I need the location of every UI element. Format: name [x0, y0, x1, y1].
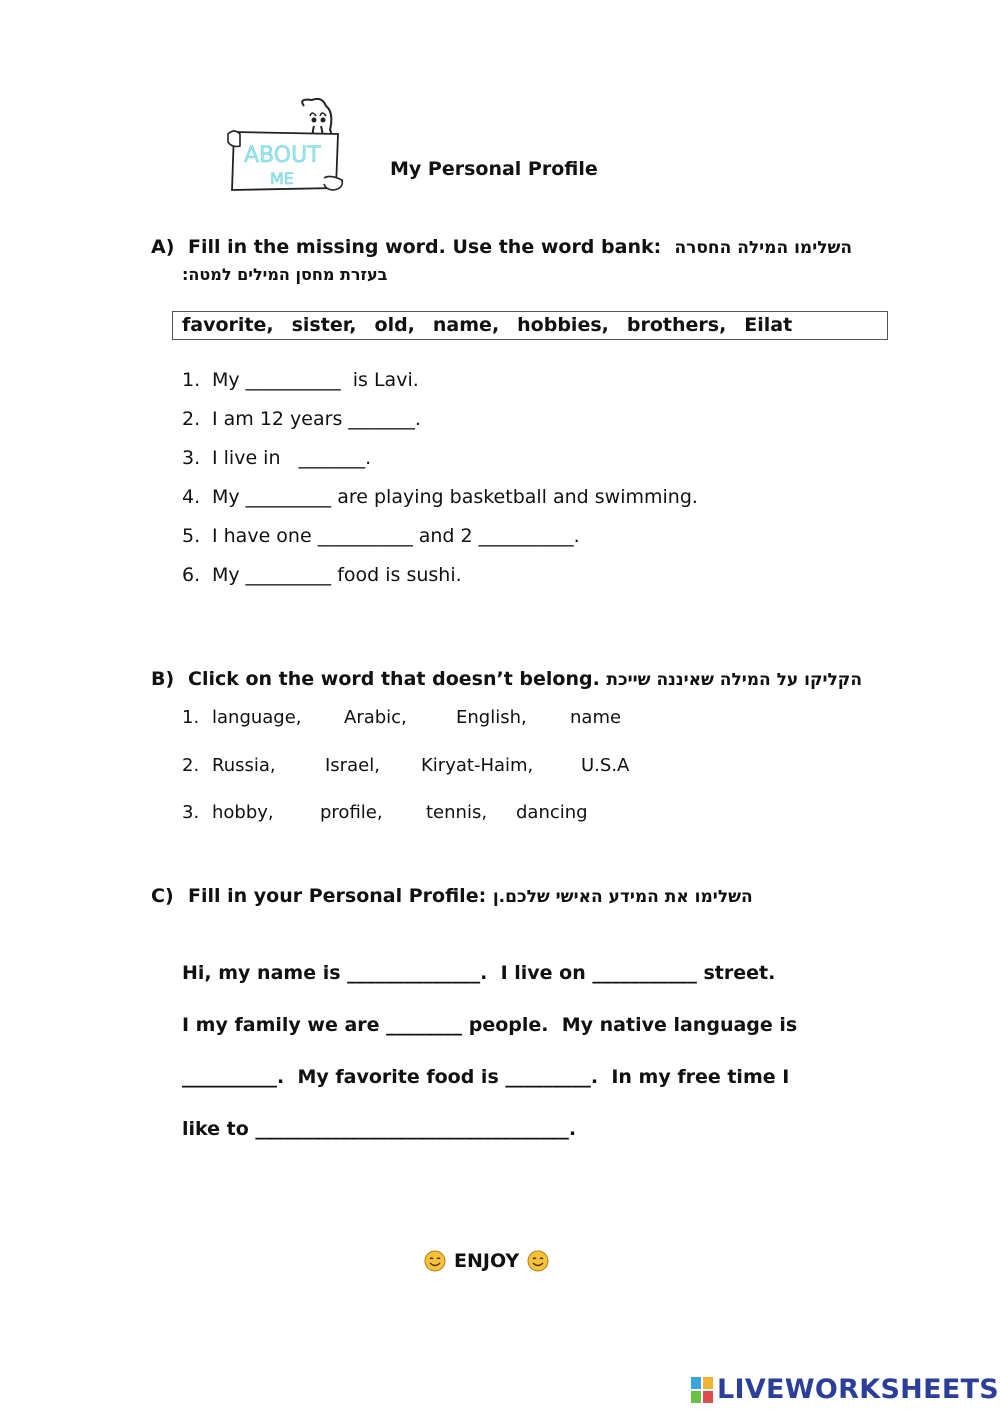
choice-word[interactable]: profile,	[320, 802, 383, 823]
list-item[interactable]	[182, 556, 698, 595]
svg-text:ME: ME	[270, 169, 294, 188]
word-bank	[172, 311, 888, 340]
item-number: 5.	[182, 525, 201, 547]
page-title: My Personal Profile	[390, 158, 598, 180]
section-b-heading	[151, 668, 862, 690]
word-bank-word: hobbies,	[517, 314, 609, 336]
list-item[interactable]	[182, 361, 698, 400]
choice-word[interactable]: dancing	[516, 802, 588, 823]
liveworksheets-brand	[691, 1374, 999, 1405]
section-a-heading	[151, 236, 852, 258]
fill-sentence: My __________ is Lavi.	[212, 369, 419, 391]
section-b-list	[182, 694, 629, 837]
choice-word[interactable]: hobby,	[212, 802, 274, 823]
item-number: 4.	[182, 486, 201, 508]
choice-word[interactable]: Kiryat-Haim,	[421, 754, 534, 776]
svg-text:ABOUT: ABOUT	[244, 143, 321, 168]
section-a-instruction-hebrew: השלימו המילה החסרה	[674, 238, 853, 258]
fill-sentence: My _________ are playing basketball and swimming.	[212, 486, 698, 508]
section-a-instruction: Fill in the missing word. Use the word bank:	[188, 236, 662, 258]
enjoy-footer	[424, 1250, 549, 1272]
item-number: 3.	[182, 447, 201, 469]
section-b-instruction-hebrew: הקליקו על המילה שאיננה שייכת	[606, 670, 862, 690]
item-number: 1.	[182, 707, 200, 728]
section-c-heading	[151, 885, 753, 907]
item-number: 6.	[182, 564, 201, 586]
section-a-letter: A)	[151, 236, 175, 258]
word-bank-word: Eilat	[744, 314, 793, 336]
section-c-instruction-hebrew: השלימו את המידע האישי שלכם.ן	[492, 887, 753, 907]
smiley-icon	[527, 1250, 549, 1272]
profile-line[interactable]: I my family we are ________ people. My native language is	[182, 1014, 798, 1036]
word-bank-word: old,	[374, 314, 415, 336]
list-item[interactable]	[182, 400, 698, 439]
smiley-icon	[424, 1250, 446, 1272]
list-item[interactable]	[182, 517, 698, 556]
choice-word[interactable]: Russia,	[212, 754, 276, 776]
item-number: 2.	[182, 754, 200, 776]
fill-sentence: My _________ food is sushi.	[212, 564, 462, 586]
item-number: 3.	[182, 802, 200, 823]
word-bank-word: name,	[432, 314, 500, 336]
choice-word[interactable]: U.S.A	[581, 754, 630, 776]
section-b-letter: B)	[151, 668, 175, 690]
choice-word[interactable]: language,	[212, 707, 302, 728]
choice-word[interactable]: Arabic,	[344, 707, 407, 728]
list-item[interactable]	[182, 439, 698, 478]
section-c-instruction: Fill in your Personal Profile:	[188, 885, 487, 907]
list-item	[182, 789, 629, 837]
fill-sentence: I am 12 years _______.	[212, 408, 421, 430]
section-b-instruction: Click on the word that doesn’t belong.	[188, 668, 600, 690]
choice-word[interactable]: name	[570, 707, 622, 728]
word-bank-word: sister,	[291, 314, 357, 336]
word-bank-word: favorite,	[182, 314, 274, 336]
section-a-list	[182, 361, 698, 595]
item-number: 2.	[182, 408, 201, 430]
choice-word[interactable]: Israel,	[325, 754, 380, 776]
choice-word[interactable]: tennis,	[426, 802, 488, 823]
item-number: 1.	[182, 369, 201, 391]
brand-text: LIVEWORKSHEETS	[717, 1374, 1000, 1405]
fill-sentence: I live in _______.	[212, 447, 372, 469]
about-me-logo	[226, 96, 348, 196]
enjoy-text: ENJOY	[454, 1250, 520, 1272]
list-item	[182, 742, 629, 790]
profile-line[interactable]: like to _________________________________.	[182, 1118, 577, 1140]
profile-line[interactable]: __________. My favorite food is _________. In my free time I	[182, 1066, 790, 1088]
liveworksheets-logo-icon	[691, 1377, 713, 1403]
section-c-letter: C)	[151, 885, 174, 907]
list-item	[182, 694, 629, 742]
list-item[interactable]	[182, 478, 698, 517]
fill-sentence: I have one __________ and 2 __________.	[212, 525, 580, 547]
choice-word[interactable]: English,	[456, 707, 527, 728]
section-a-instruction-hebrew-cont: בעזרת מחסן המילים למטה:	[182, 265, 388, 284]
word-bank-word: brothers,	[626, 314, 727, 336]
profile-line[interactable]: Hi, my name is ______________. I live on ___________ street.	[182, 962, 776, 984]
